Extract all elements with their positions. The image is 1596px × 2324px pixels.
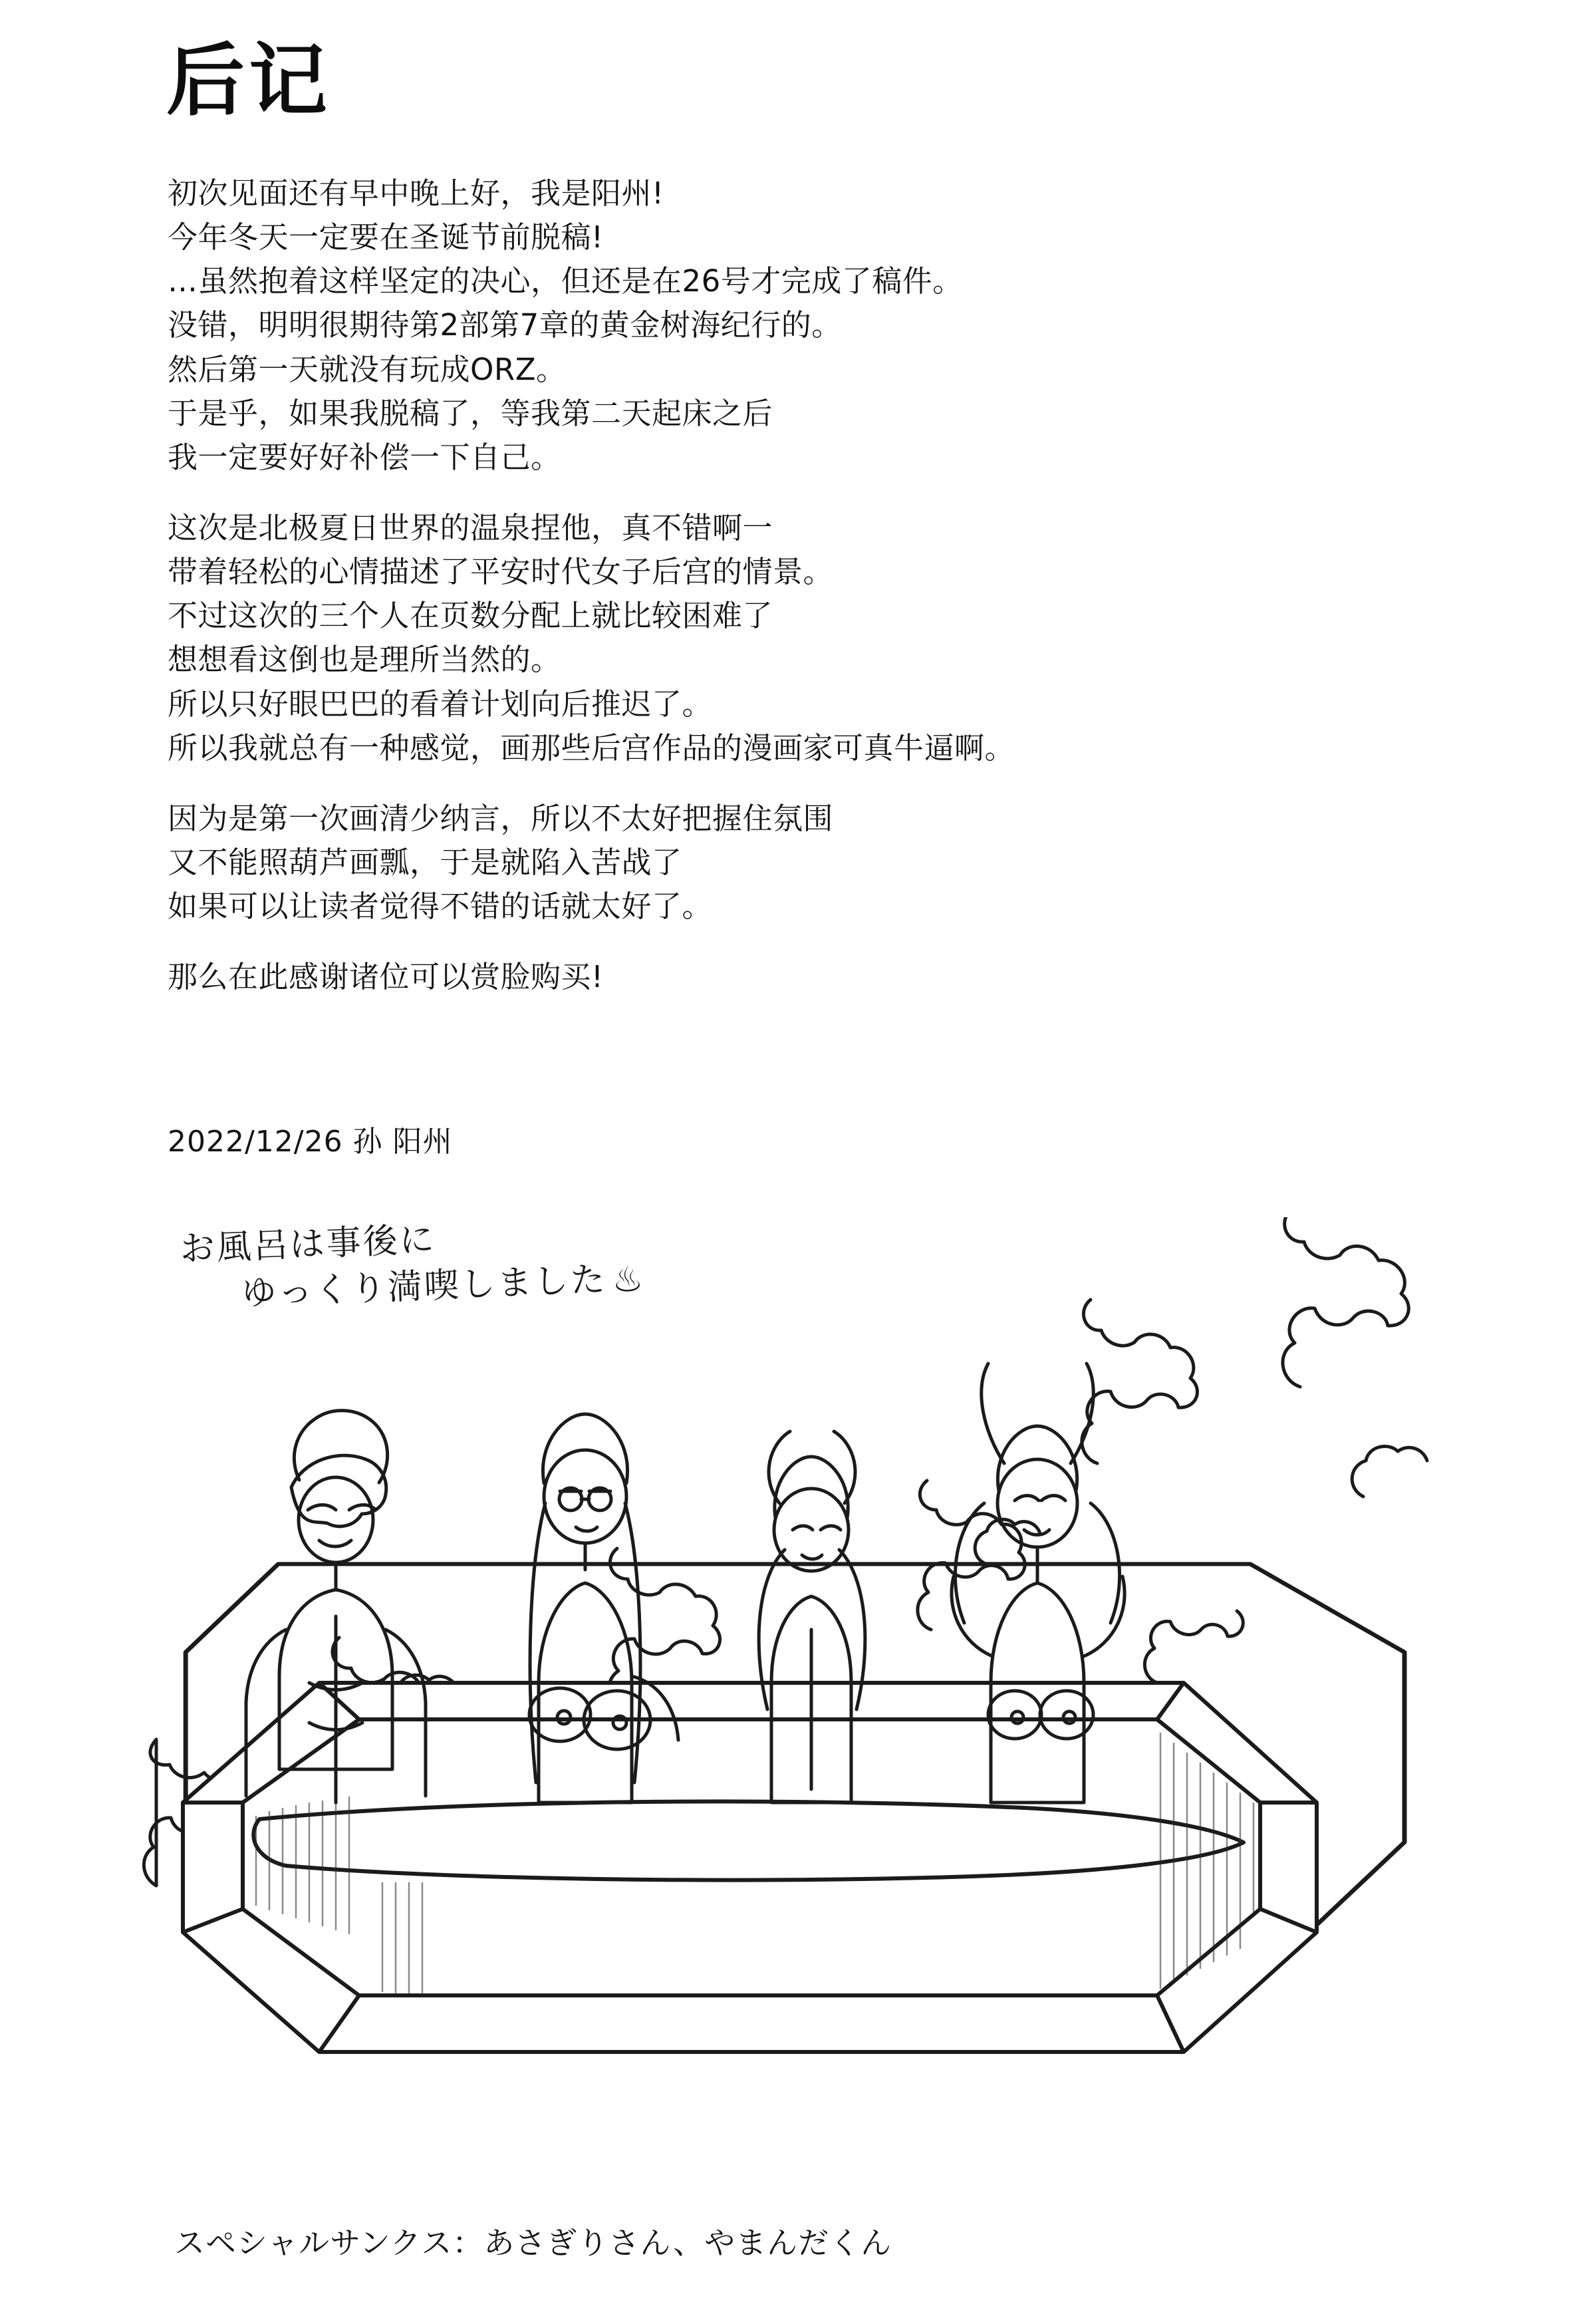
paragraph-onsen: [168, 506, 1431, 770]
signature-date-author: 2022/12/26 孙 阳州: [168, 1125, 453, 1159]
bath-outline: [183, 1683, 1317, 2052]
text-line: 我一定要好好补偿一下自己。: [168, 439, 561, 475]
text-line: 想想看这倒也是理所当然的。: [168, 642, 561, 678]
text-line: …虽然抱着这样坚定的决心，但还是在26号才完成了稿件。: [168, 263, 963, 299]
paragraph-seishounagon: [168, 797, 1431, 929]
text-line: 然后第一天就没有玩成ORZ。: [168, 351, 567, 387]
handwritten-line-2: ゆっくり満喫しました: [241, 1260, 608, 1314]
text-line: 没错，明明很期待第2部第7章的黄金树海纪行的。: [168, 307, 842, 343]
special-thanks-text: スペシャルサンクス：あさぎりさん、やまんだくん: [174, 2225, 892, 2261]
afterword-body: [168, 172, 1431, 999]
text-line: 这次是北极夏日世界的温泉捏他，真不错啊一: [168, 509, 773, 545]
steam-cloud: [1082, 1300, 1198, 1463]
text-line: 初次见面还有早中晚上好，我是阳州!: [168, 176, 664, 211]
steam-cloud: [918, 1481, 1040, 1630]
text-line: 不过这次的三个人在页数分配上就比较困难了: [168, 598, 773, 634]
handwritten-line-1: お風呂は事後に: [179, 1219, 437, 1270]
steam-cloud: [1283, 1217, 1427, 1497]
text-line: 带着轻松的心情描述了平安时代女子后宫的情景。: [168, 554, 834, 590]
text-line: 所以我就总有一种感觉，画那些后宫作品的漫画家可真牛逼啊。: [168, 730, 1015, 766]
paragraph-thanks: [168, 955, 1431, 999]
text-line: 如果可以让读者觉得不错的话就太好了。: [168, 889, 713, 925]
page-title: 后记: [166, 35, 332, 126]
text-line: 又不能照葫芦画瓢，于是就陷入苦战了: [168, 844, 682, 880]
text-line: 所以只好眼巴巴的看着计划向后推迟了。: [168, 686, 713, 722]
text-line: 因为是第一次画清少纳言，所以不太好把握住氛围: [168, 800, 834, 836]
text-line: 今年冬天一定要在圣诞节前脱稿!: [168, 219, 604, 255]
text-line: 于是乎，如果我脱稿了，等我第二天起床之后: [168, 395, 773, 431]
paragraph-intro: [168, 172, 1431, 480]
onsen-hot-spring-icon: ♨: [611, 1259, 646, 1301]
onsen-illustration: [120, 1217, 1503, 2182]
text-line: 那么在此感谢诸位可以赏脸购买!: [168, 959, 604, 995]
